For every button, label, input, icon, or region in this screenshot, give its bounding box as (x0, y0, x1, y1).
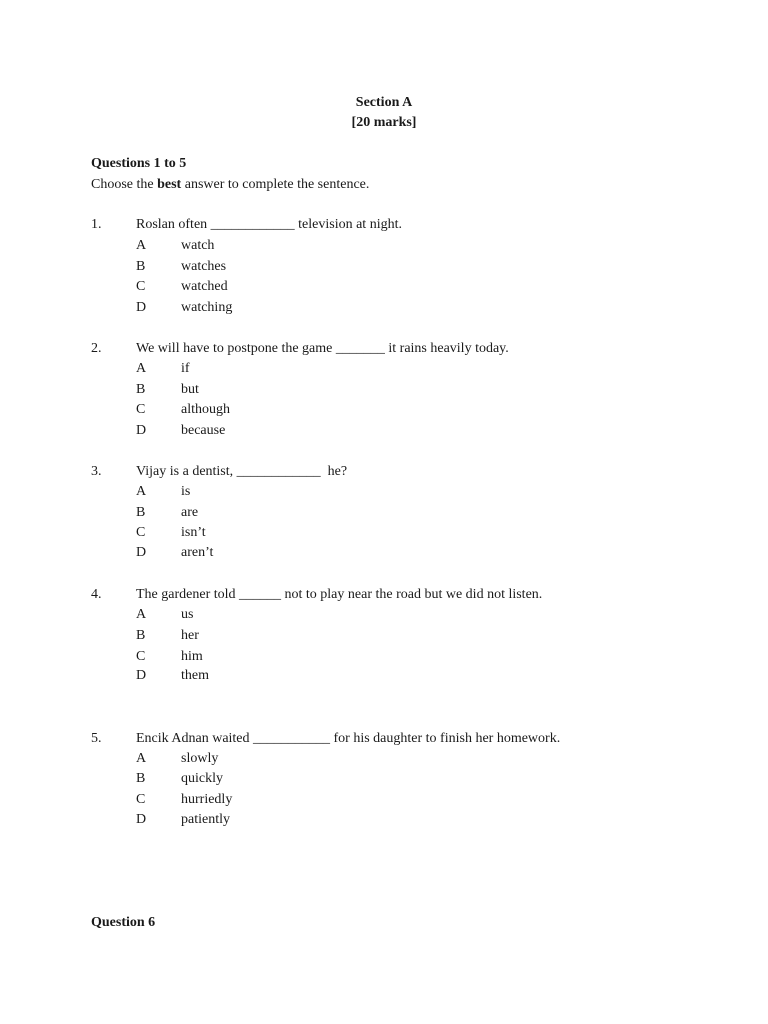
option-letter: C (136, 279, 146, 294)
option-letter: D (136, 423, 147, 438)
option-text: although (181, 402, 230, 417)
section-marks: [20 marks] (351, 115, 417, 130)
option-letter: D (136, 300, 147, 315)
option-letter: D (136, 545, 147, 560)
question-number: 1. (91, 217, 102, 232)
question-stem: The gardener told ______ not to play near the road but we did not listen. (136, 587, 543, 602)
option-letter: D (136, 812, 147, 827)
question-stem: Roslan often ____________ television at night. (136, 217, 402, 232)
option-text: because (181, 423, 226, 438)
option-letter: C (136, 792, 146, 807)
option-letter: B (136, 382, 146, 397)
option-letter: C (136, 525, 146, 540)
question-stem: Vijay is a dentist, ____________ he? (136, 464, 348, 479)
option-text: are (181, 505, 199, 520)
option-text: watched (181, 279, 228, 294)
option-text: patiently (181, 812, 230, 827)
instructions-emphasis: best (157, 177, 182, 192)
option-letter: C (136, 649, 146, 664)
option-text: quickly (181, 771, 223, 786)
question-number: 5. (91, 731, 102, 746)
option-text: aren’t (181, 545, 214, 560)
question-stem: Encik Adnan waited ___________ for his daughter to finish her homework. (136, 731, 561, 746)
option-text: them (181, 668, 209, 683)
option-letter: C (136, 402, 146, 417)
instructions-text-after: answer to complete the sentence. (181, 177, 370, 192)
section-title: Section A (355, 95, 413, 110)
option-letter: A (136, 238, 147, 253)
option-text: her (181, 628, 199, 643)
question-number: 4. (91, 587, 102, 602)
instructions-text-before: Choose the (91, 177, 158, 192)
question-number: 2. (91, 341, 102, 356)
instructions-line (91, 177, 369, 193)
option-letter: A (136, 361, 147, 376)
next-question-heading: Question 6 (91, 915, 156, 930)
option-text: isn’t (181, 525, 206, 540)
option-text: slowly (181, 751, 219, 766)
option-letter: A (136, 607, 147, 622)
option-text: watches (181, 259, 227, 274)
option-letter: B (136, 259, 146, 274)
option-letter: B (136, 628, 146, 643)
question-number: 3. (91, 464, 102, 479)
option-letter: A (136, 751, 147, 766)
option-letter: B (136, 771, 146, 786)
option-text: him (181, 649, 203, 664)
questions-range-heading: Questions 1 to 5 (91, 156, 187, 171)
option-letter: B (136, 505, 146, 520)
option-text: is (181, 484, 191, 499)
option-text: but (181, 382, 199, 397)
option-text: watch (181, 238, 215, 253)
option-text: if (181, 361, 190, 376)
option-text: hurriedly (181, 792, 233, 807)
option-text: us (181, 607, 194, 622)
option-text: watching (181, 300, 233, 315)
option-letter: A (136, 484, 147, 499)
question-stem: We will have to postpone the game _______ it rains heavily today. (136, 341, 509, 356)
option-letter: D (136, 668, 147, 683)
